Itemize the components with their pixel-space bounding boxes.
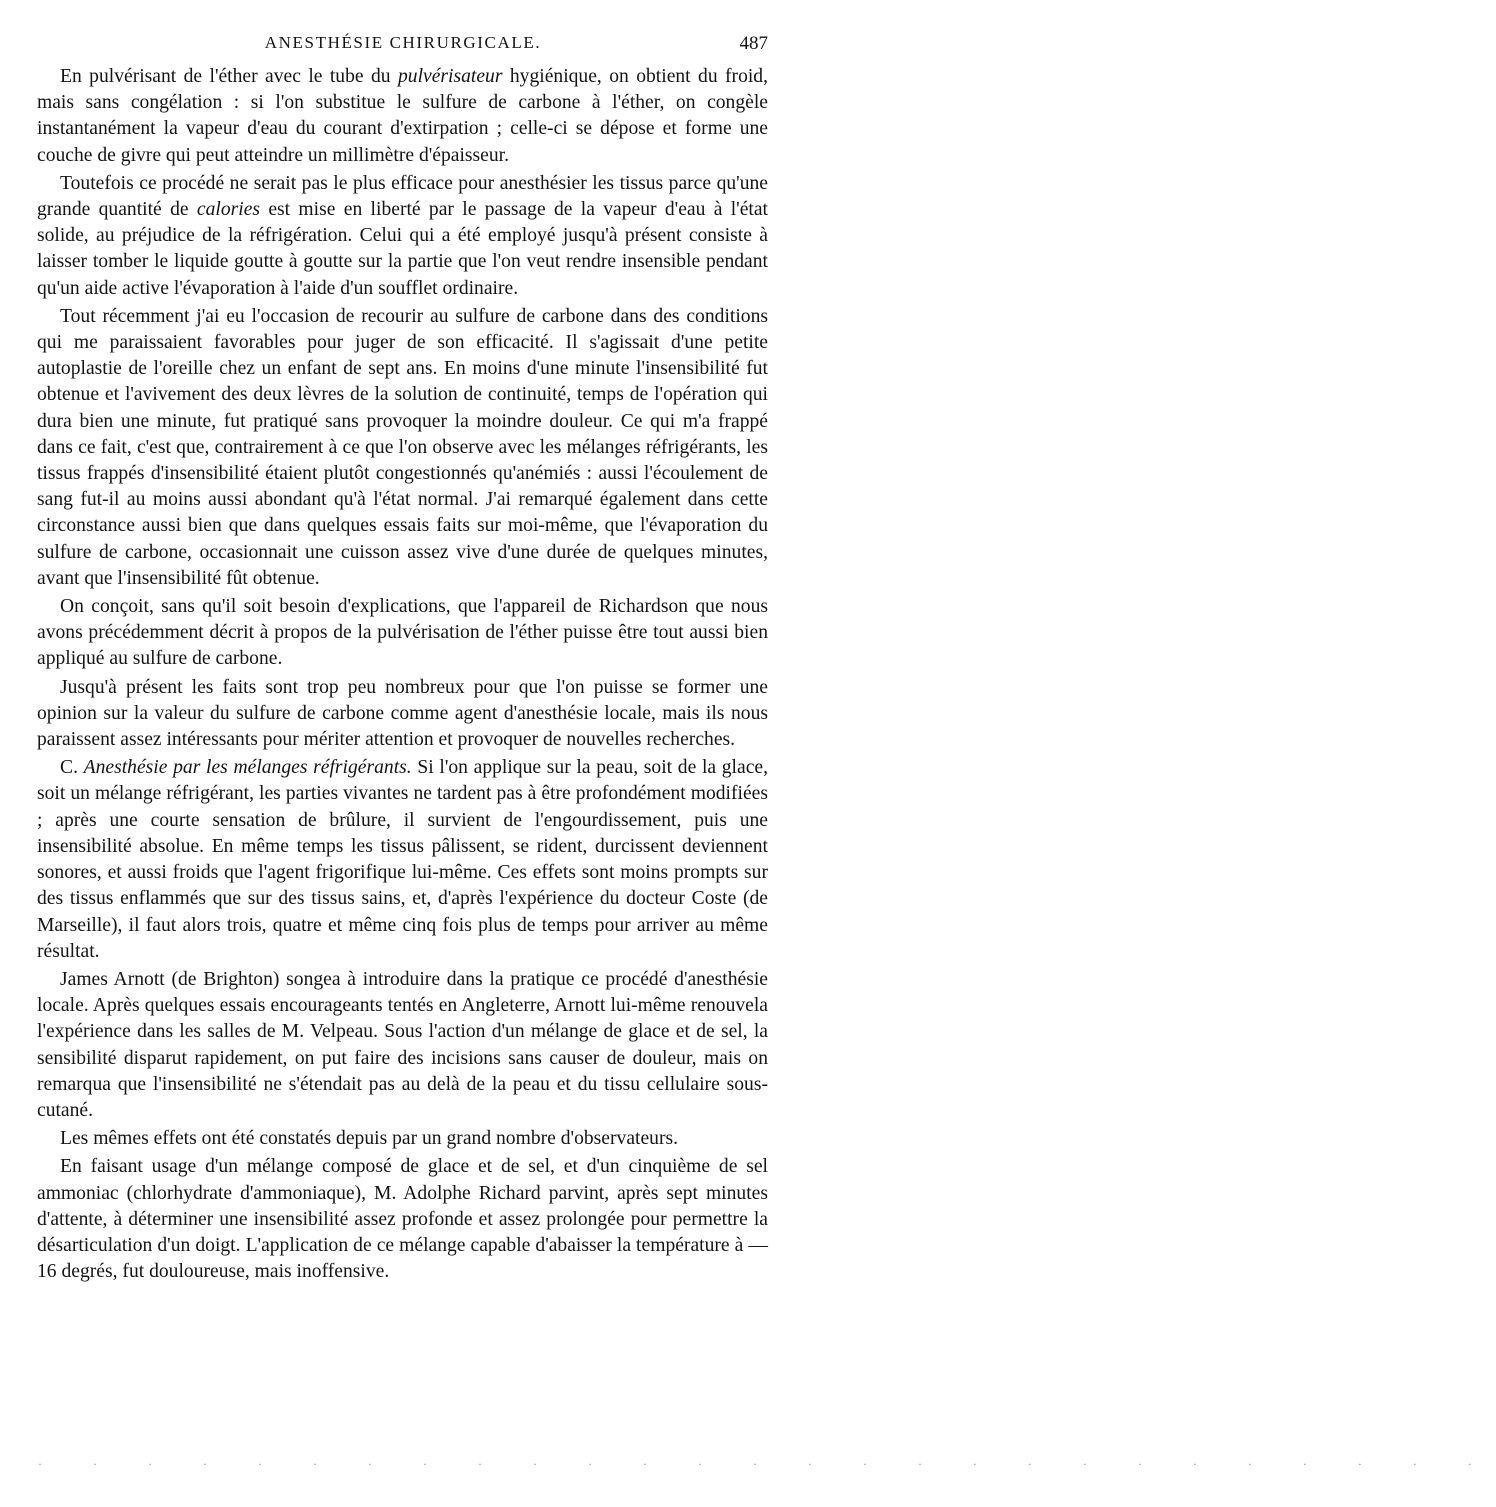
paragraph [37, 171, 768, 302]
running-title: ANESTHÉSIE CHIRURGICALE. [264, 33, 542, 52]
paragraph [37, 1126, 768, 1152]
text-run: est mise en liberté par le passage de la vapeur d'eau à l'état solide, au préjudice de la réfrigération. Celui qui a été employé jusqu'à présent consiste à laisser tomber le liquide goutte à goutte sur la partie que l'on veut rendre insensible pendant qu'un aide active l'évaporation à l'aide d'un soufflet ordinaire. [37, 199, 768, 299]
text-run: Toutefois ce procédé ne serait pas le plus efficace pour anesthésier les tissus parce qu'une grande quantité de [37, 172, 768, 221]
text-run: En faisant usage d'un mélange composé de glace et de sel, et d'un cinquième de sel ammoniac (chlorhydrate d'ammoniaque), M. Adolphe Richard parvint, après sept minutes d'attente, à déterminer une insensibilité assez profonde et assez prolongée pour permettre la désarticulation d'un doigt. L'application de ce mélange capable d'abaisser la température à — 16 degrés, fut douloureuse, mais inoffensive. [37, 1156, 768, 1283]
text-run: hygiénique, on obtient du froid, mais sans congélation : si l'on substitue le sulfure de carbone à l'éther, on congèle instantanément la vapeur d'eau du courant d'extirpation ; celle-ci se dépose et forme une couche de givre qui peut atteindre un millimètre d'épaisseur. [37, 66, 769, 166]
text-run: Les mêmes effets ont été constatés depuis par un grand nombre d'observateurs. [60, 1128, 679, 1150]
text-run: Jusqu'à présent les faits sont trop peu nombreux pour que l'on puisse se former une opinion sur la valeur du sulfure de carbone comme agent d'anesthésie locale, mais ils nous paraissent assez intéressants pour mériter attention et provoquer de nouvelles recherches. [37, 676, 768, 751]
italic-text: Anesthésie par les mélanges réfrigérants. [83, 757, 412, 779]
paragraph [37, 304, 768, 592]
text-run: Si l'on applique sur la peau, soit de la glace, soit un mélange réfrigérant, les parties vivantes ne tardent pas à être profondément modifiées ; après une courte sensation de brûlure, il survient de l'engourdissement, puis une insensibilité absolue. En même temps les tissus pâlissent, se rident, durcissent deviennent sonores, et aussi froids que l'agent frigorifique lui-même. Ces effets sont moins prompts sur des tissus enflammés que sur des tissus sains, et, d'après l'expérience du docteur Coste (de Marseille), il faut alors trois, quatre et même cinq fois plus de temps pour arriver au même résultat. [37, 757, 768, 962]
paragraph [37, 1154, 768, 1285]
text-run: James Arnott (de Brighton) songea à introduire dans la pratique ce procédé d'anesthésie locale. Après quelques essais encourageants tentés en Angleterre, Arnott lui-même renouvela l'expérience dans les salles de M. Velpeau. Sous l'action d'un mélange de glace et de sel, la sensibilité disparut rapidement, on put faire des incisions sans causer de douleur, mais on remarqua que l'insensibilité ne s'étendait pas au delà de la peau et du tissu cellulaire sous-cutané. [37, 968, 768, 1121]
body-text [37, 64, 768, 1285]
text-run: En pulvérisant de l'éther avec le tube du [60, 66, 398, 87]
text-run: Tout récemment j'ai eu l'occasion de recourir au sulfure de carbone dans des conditions qui me paraissaient favorables pour juger de son efficacité. Il s'agissait d'une petite autoplastie de l'oreille chez un enfant de sept ans. En moins d'une minute l'insensibilité fut obtenue et l'avivement des deux lèvres de la solution de continuité, temps de l'opération qui dura bien une minute, fut pratiqué sans provoquer la moindre douleur. Ce qui m'a frappé dans ce fait, c'est que, contrairement à ce que l'on observe avec les mélanges réfrigérants, les tissus frappés d'insensibilité étaient plutôt congestionnés qu'anémiés : aussi l'écoulement de sang fut-il au moins aussi abondant qu'à l'état normal. J'ai remarqué également dans cette circonstance aussi bien que dans quelques essais faits sur moi-même, que l'évaporation du sulfure de carbone, occasionnait une cuisson assez vive d'une durée de quelques minutes, avant que l'insensibilité fût obtenue. [37, 305, 768, 589]
bottom-speckle-divider: · · · · · · · · · · · · · · · · · · · · · · · · · · · [38, 1457, 1496, 1471]
paragraph [37, 755, 768, 965]
page-number: 487 [739, 33, 768, 54]
running-header [38, 31, 768, 61]
paragraph [37, 967, 768, 1124]
italic-text: pulvérisateur [397, 66, 503, 87]
paragraph [37, 594, 768, 673]
paragraph [37, 675, 768, 754]
paragraph [37, 64, 768, 169]
italic-text: calories [196, 199, 261, 221]
text-run: C. [60, 757, 84, 779]
text-run: On conçoit, sans qu'il soit besoin d'explications, que l'appareil de Richardson que nous avons précédemment décrit à propos de la pulvérisation de l'éther puisse être tout aussi bien appliqué au sulfure de carbone. [37, 596, 768, 670]
